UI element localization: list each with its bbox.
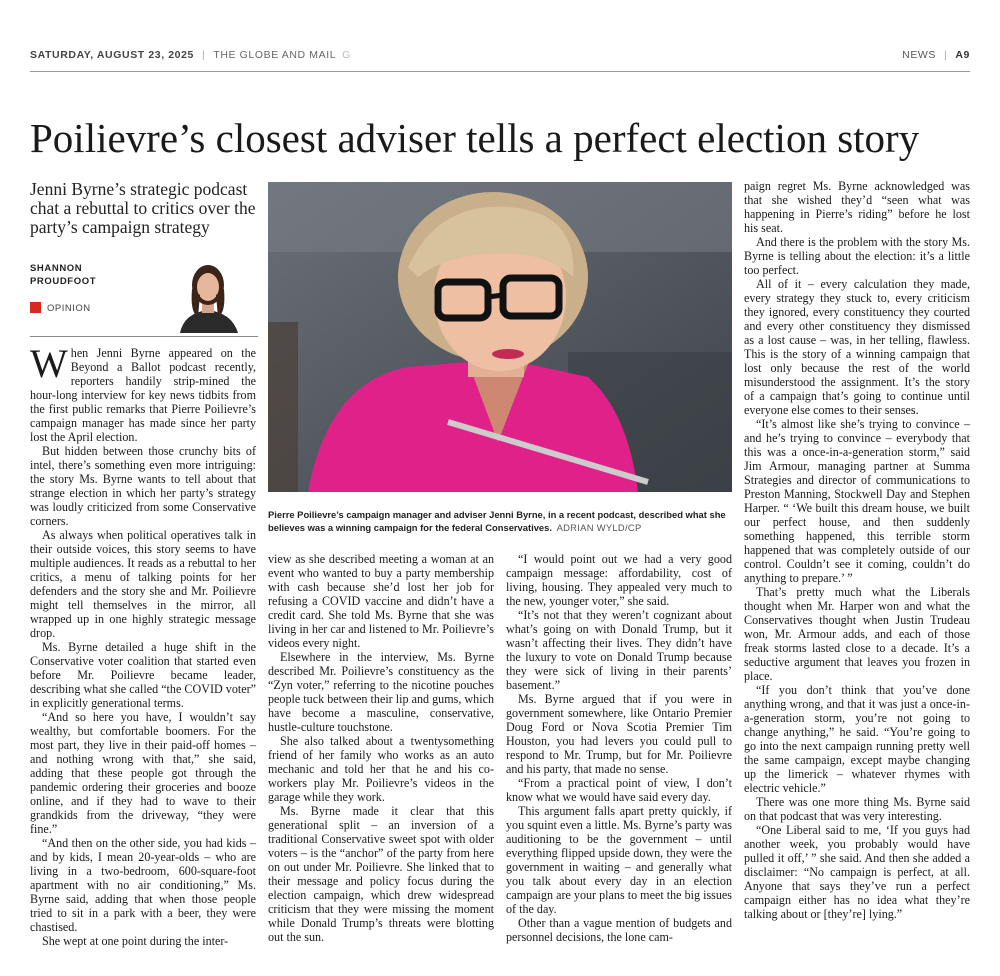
main-photo [268, 182, 732, 492]
paragraph: This argument falls apart pretty quickly, if you squint even a little. Ms. Byrne’s party was auditioning to be the government – until everything flipped upside down, they were the government in waiting – and generally what you talk about every day in an election campaign are your plans to meet the big issues of the day. [506, 804, 732, 916]
dek: Jenni Byrne’s strategic podcast chat a rebuttal to critics over the party’s campaign strategy [30, 179, 256, 237]
paragraph-text: hen Jenni Byrne appeared on the Beyond a Ballot podcast recently, reporters handily strip-mined the hour-long interview for key news tidbits from the first public remarks that Pierre Poilievre’s campaign manager has made since her party lost the April election. [30, 346, 256, 444]
opinion-label [30, 302, 91, 314]
paragraph: view as she described meeting a woman at an event who wanted to buy a party membership with cash because she’d lost her job for refusing a COVID vaccine and didn’t have a credit card. She told Ms. Byrne that she was living in her car and listened to Mr. Poilievre’s videos every night. [268, 552, 494, 650]
masthead-separator-right: | [944, 49, 948, 61]
page-number: A9 [955, 49, 970, 61]
masthead [30, 44, 970, 72]
paragraph: And there is the problem with the story Ms. Byrne is telling about the election: it’s a little too perfect. [744, 235, 970, 277]
masthead-right [902, 49, 970, 61]
paragraph: All of it – every calculation they made, every strategy they stuck to, every criticism they ignored, every constituency they courted and every other constituency they dismissed as a lost cause – was, in her telling, flawless. This is the story of a winning campaign that lost only because the rest of the world misunderstood the assignment. It’s the story of a campaign that’s going to continue until everyone else comes to their senses. [744, 277, 970, 417]
masthead-left [30, 49, 351, 61]
paragraph: Other than a vague mention of budgets and personnel decisions, the lone cam- [506, 916, 732, 944]
caption-text: Pierre Poilievre’s campaign manager and adviser Jenni Byrne, in a recent podcast, described what she believes was a winning campaign for the federal Conservatives. [268, 509, 726, 533]
paragraph: “One Liberal said to me, ‘If you guys had another week, you probably would have pulled it off,’ ” she said. And then she added a disclaimer: “No campaign is perfect, at all. Anyone that says they’ve run a perfect campaign either has no idea what they’re talking about or [they’re] lying.” [744, 823, 970, 921]
paragraph [30, 341, 256, 444]
paragraph: She wept at one point during the inter- [42, 934, 229, 948]
paragraph: But hidden between those crunchy bits of intel, there’s something even more intriguing: the story Ms. Byrne wants to tell about that strange election in which her party’s strategy was loudly criticized from some Conservative corners. [30, 444, 256, 528]
paragraph: That’s pretty much what the Liberals thought when Mr. Harper won and what the Conservatives thought when Justin Trudeau won, Mr. Armour adds, and each of those freak storms lasted close to a decade. It’s a seductive argument that leaves you frozen in place. [744, 585, 970, 683]
headline: Poilievre’s closest adviser tells a perfect election story [30, 115, 920, 161]
paragraph: Ms. Byrne made it clear that this generational split – an inversion of a traditional Conservative sweet spot with older voters – is the “anchor” of the party from here on out under Mr. Poilievre. She linked that to their message and policy focus during the election campaign, which drew widespread criticism that they were missing the moment while Donald Trump’s threats were blotting out the sun. [268, 804, 494, 944]
issue-date: SATURDAY, AUGUST 23, 2025 [30, 49, 194, 61]
author-first-name: SHANNON [30, 263, 83, 274]
author-divider [30, 336, 258, 337]
paragraph: There was one more thing Ms. Byrne said on that podcast that was very interesting. [744, 795, 970, 823]
paragraph: She also talked about a twentysomething friend of her family who works as an auto mechanic and told her that he and his co-workers play Mr. Poilievre’s videos in the garage while they work. [268, 734, 494, 804]
paragraph: Ms. Byrne detailed a huge shift in the Conservative voter coalition that started even before Mr. Poilievre became leader, describing what she called “the COVID voter” in explicitly generational terms. [30, 640, 256, 710]
article-column-2 [268, 552, 494, 944]
newspaper-name: THE GLOBE AND MAIL [213, 49, 337, 61]
photo-credit: ADRIAN WYLD/CP [556, 522, 642, 533]
paragraph: As always when political operatives talk in their outside voices, this story seems to have multiple audiences. It reads as a rebuttal to her critics, a menu of talking points for her defenders and the story she and Mr. Poilievre might tell themselves in the mirror, all wrapped up in one highly strategic message drop. [30, 528, 256, 640]
paragraph: “I would point out we had a very good campaign message: affordability, cost of living, housing. They appealed very much to the new, younger voter,” she said. [506, 552, 732, 608]
globe-logo-mark: G [342, 49, 351, 61]
opinion-text: OPINION [47, 303, 91, 314]
paragraph: paign regret Ms. Byrne acknowledged was that she wished they’d “seen what was happening in Pierre’s riding” before he lost his seat. [744, 179, 970, 235]
opinion-square-icon [30, 302, 41, 313]
paragraph: “From a practical point of view, I don’t know what we would have said every day. [506, 776, 732, 804]
section-name: NEWS [902, 49, 937, 61]
paragraph: “And so here you have, I wouldn’t say wealthy, but comfortable boomers. For the most part, they live in their paid-off homes – and nothing wrong with that,” she said, adding that these people got through the pandemic ordering their groceries and booze online, and if they had to wave to their grandkids from the driveway, “they were fine.” [30, 710, 256, 836]
paragraph: “If you don’t think that you’ve done anything wrong, and that it was just a once-in-a-generation storm, you’re not going to change anything,” he said. “You’re going to go into the next campaign running pretty well the same campaign, except maybe changing up the limerick – whatever rhymes with electric vehicle.” [744, 683, 970, 795]
article-column-3 [506, 552, 732, 944]
article-column-4 [744, 179, 970, 921]
paragraph: “It’s not that they weren’t cognizant about what’s going on with Donald Trump, but it wasn’t affecting their lives. They didn’t have the luxury to vote on Donald Trump because they were sick of living in their parents’ basement.” [506, 608, 732, 692]
author-last-name: PROUDFOOT [30, 276, 97, 287]
article-column-1 [30, 341, 256, 948]
photo-caption [268, 508, 732, 534]
paragraph: “And then on the other side, you had kids – and by kids, I mean 20-year-olds – who are living in a two-bedroom, 600-square-foot apartment with no air conditioning,” Ms. Byrne said, adding that when those people tried to sit in a park with a beer, they were chastised. [30, 836, 256, 934]
paragraph: Ms. Byrne argued that if you were in government somewhere, like Ontario Premier Doug Ford or Nova Scotia Premier Tim Houston, you had levers you could pull to respond to Mr. Trump, but for Mr. Poilievre and his party, that made no sense. [506, 692, 732, 776]
paragraph: “It’s almost like she’s trying to convince – and he’s trying to convince – everybody that this was a once-in-a-generation storm,” said Jim Armour, managing partner at Summa Strategies and director of communications to Preston Manning, Stockwell Day and Stephen Harper. “ ‘We built this dream house, we built our perfect house, and then suddenly something happened, this terrible storm happened that was completely outside of our control. Couldn’t see it coming, couldn’t do anything to prepare.’ ” [744, 417, 970, 585]
masthead-separator: | [202, 49, 206, 61]
drop-cap: W [30, 341, 68, 386]
author-headshot [162, 255, 254, 333]
paragraph: Elsewhere in the interview, Ms. Byrne described Mr. Poilievre’s constituency as the “Zyn voter,” referring to the nicotine pouches people tuck between their lip and gums, which have become a masculine, conservative, hustle-culture touchstone. [268, 650, 494, 734]
byline [30, 262, 150, 288]
